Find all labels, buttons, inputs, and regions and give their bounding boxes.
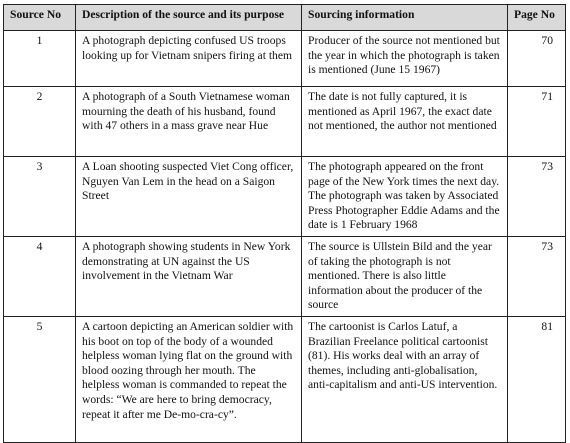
table-row — [4, 31, 566, 87]
source-no-cell: 1 — [4, 31, 76, 87]
page-no-cell: 73 — [508, 237, 566, 317]
description-cell: A photograph showing students in New York demonstrating at UN against the US involvement in the Vietnam War — [76, 237, 302, 317]
header-sourcing-information: Sourcing information — [302, 5, 508, 31]
table-row — [4, 157, 566, 237]
header-page-no: Page No — [508, 5, 566, 31]
source-no-cell: 4 — [4, 237, 76, 317]
description-cell: A Loan shooting suspected Viet Cong officer, Nguyen Van Lem in the head on a Saigon Street — [76, 157, 302, 237]
sourcing-cell: Producer of the source not mentioned but the year in which the photograph is taken is mentioned (June 15 1967) — [302, 31, 508, 87]
table-header-row — [4, 5, 566, 31]
source-no-cell: 2 — [4, 87, 76, 157]
table-row — [4, 237, 566, 317]
description-cell: A cartoon depicting an American soldier with his boot on top of the body of a wounded helpless woman lying flat on the ground with blood oozing through her mouth. The helpless woman is commanded to repeat the words: “We are here to bring democracy, repeat it after me De-mo-cra-cy”. — [76, 317, 302, 443]
sourcing-cell: The date is not fully captured, it is mentioned as April 1967, the exact date not mentioned, the author not mentioned — [302, 87, 508, 157]
page-no-cell: 71 — [508, 87, 566, 157]
description-cell: A photograph depicting confused US troops looking up for Vietnam snipers firing at them — [76, 31, 302, 87]
table-row — [4, 317, 566, 443]
source-no-cell: 3 — [4, 157, 76, 237]
sourcing-cell: The cartoonist is Carlos Latuf, a Brazilian Freelance political cartoonist (81). His works deal with an array of themes, including anti-globalisation, anti-capitalism and anti-US intervention. — [302, 317, 508, 443]
sourcing-cell: The source is Ullstein Bild and the year of taking the photograph is not mentioned. There is also little information about the producer of the source — [302, 237, 508, 317]
page-no-cell: 73 — [508, 157, 566, 237]
sources-table — [3, 4, 566, 443]
header-description: Description of the source and its purpose — [76, 5, 302, 31]
sourcing-cell: The photograph appeared on the front page of the New York times the next day. The photograph was taken by Associated Press Photographer Eddie Adams and the date is 1 February 1968 — [302, 157, 508, 237]
header-source-no: Source No — [4, 5, 76, 31]
description-cell: A photograph of a South Vietnamese woman mourning the death of his husband, found with 47 others in a mass grave near Hue — [76, 87, 302, 157]
page-no-cell: 70 — [508, 31, 566, 87]
source-no-cell: 5 — [4, 317, 76, 443]
table-row — [4, 87, 566, 157]
page-no-cell: 81 — [508, 317, 566, 443]
